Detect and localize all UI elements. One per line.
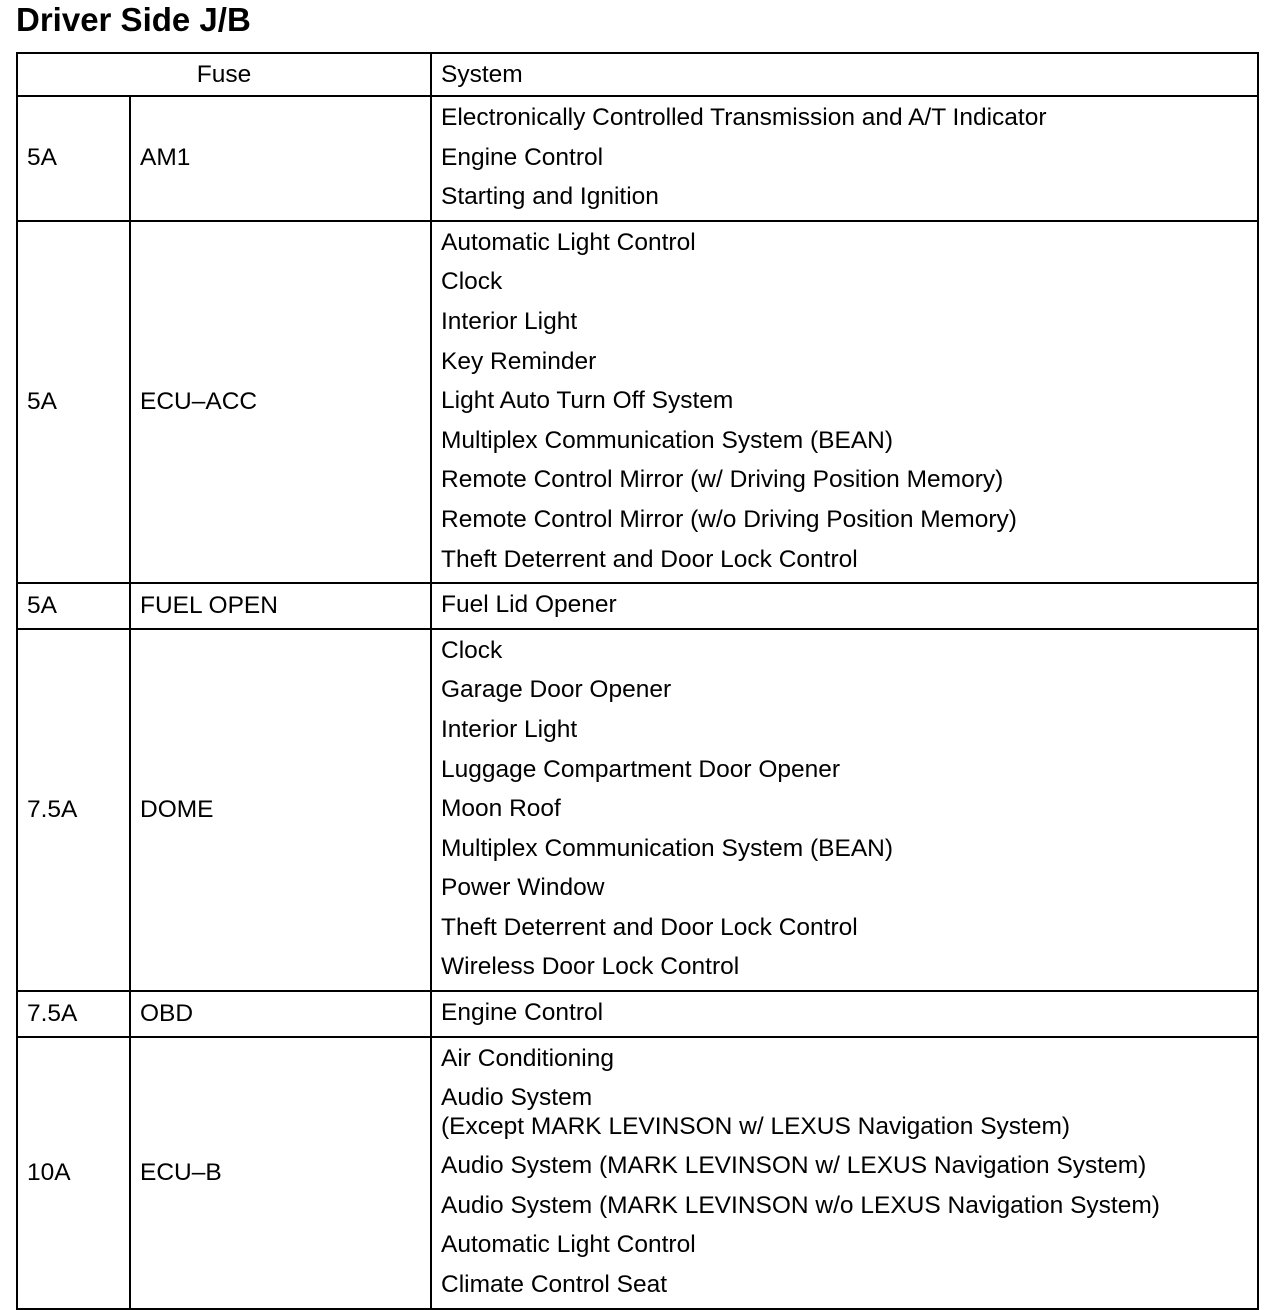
table-row: [17, 991, 1258, 1037]
system-item: Garage Door Opener: [441, 676, 672, 704]
fuse-name: DOME: [130, 629, 431, 991]
fuse-name: OBD: [130, 991, 431, 1037]
system-list: [431, 96, 1258, 221]
system-item: Electronically Controlled Transmission and A/T Indicator: [441, 104, 1047, 131]
system-item: Starting and Ignition: [441, 183, 659, 211]
fuse-name: AM1: [130, 96, 431, 221]
system-item: Engine Control: [441, 999, 604, 1027]
table-row: [17, 1037, 1258, 1309]
table-row: [17, 583, 1258, 629]
table-row: [17, 221, 1258, 583]
system-item: Theft Deterrent and Door Lock Control: [441, 545, 858, 573]
system-column-header: System: [431, 53, 1258, 96]
fuse-table: [16, 52, 1259, 1310]
system-item: Audio System (MARK LEVINSON w/ LEXUS Navigation System): [441, 1152, 1147, 1180]
system-list: [431, 991, 1258, 1037]
fuse-amperage: 5A: [17, 583, 130, 629]
table-row: [17, 629, 1258, 991]
system-list: [431, 1037, 1258, 1309]
system-list: [431, 629, 1258, 991]
system-item: Clock: [441, 636, 503, 664]
table-header-row: [17, 53, 1258, 96]
system-item: Interior Light: [441, 715, 578, 743]
fuse-amperage: 5A: [17, 96, 130, 221]
system-item: Air Conditioning: [441, 1044, 614, 1072]
system-item: Engine Control: [441, 143, 604, 171]
fuse-amperage: 7.5A: [17, 991, 130, 1037]
system-list: [431, 221, 1258, 583]
system-item: [441, 1078, 1257, 1146]
system-item: Luggage Compartment Door Opener: [441, 755, 841, 783]
system-item-line: (Except MARK LEVINSON w/ LEXUS Navigation System): [441, 1113, 1071, 1141]
page-title: Driver Side J/B: [16, 1, 251, 38]
system-list: [431, 583, 1258, 629]
fuse-name: ECU–B: [130, 1037, 431, 1309]
system-item: Power Window: [441, 874, 605, 902]
system-item: Wireless Door Lock Control: [441, 953, 740, 981]
system-item: Climate Control Seat: [441, 1271, 668, 1299]
system-item: Multiplex Communication System (BEAN): [441, 834, 894, 862]
system-item: Remote Control Mirror (w/o Driving Position Memory): [441, 505, 1017, 533]
system-item: Automatic Light Control: [441, 228, 696, 256]
system-item: Remote Control Mirror (w/ Driving Position Memory): [441, 466, 1004, 494]
fuse-column-header: Fuse: [17, 53, 431, 96]
system-item: Moon Roof: [441, 795, 561, 823]
fuse-amperage: 10A: [17, 1037, 130, 1309]
system-item: Automatic Light Control: [441, 1231, 696, 1259]
system-item: Fuel Lid Opener: [441, 591, 617, 619]
system-item: Key Reminder: [441, 347, 597, 375]
fuse-table-body: [17, 96, 1258, 1309]
system-item: Audio System (MARK LEVINSON w/o LEXUS Navigation System): [441, 1191, 1160, 1219]
fuse-name: ECU–ACC: [130, 221, 431, 583]
table-row: [17, 96, 1258, 221]
fuse-name: FUEL OPEN: [130, 583, 431, 629]
fuse-amperage: 7.5A: [17, 629, 130, 991]
system-item-line: Audio System: [441, 1084, 593, 1112]
system-item: Light Auto Turn Off System: [441, 387, 734, 415]
system-item: Clock: [441, 268, 503, 296]
system-item: Multiplex Communication System (BEAN): [441, 426, 894, 454]
system-item: Interior Light: [441, 307, 578, 335]
fuse-amperage: 5A: [17, 221, 130, 583]
system-item: Theft Deterrent and Door Lock Control: [441, 913, 858, 941]
